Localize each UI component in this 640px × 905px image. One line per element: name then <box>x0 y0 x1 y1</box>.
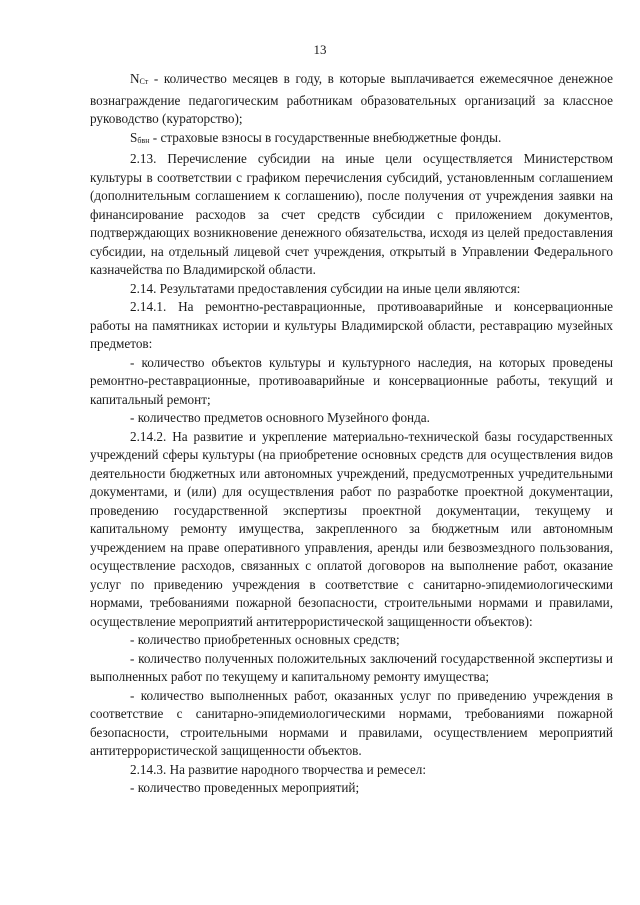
paragraph-text: - количество месяцев в году, в которые выплачивается ежемесячное денежное вознаграждение педагогическим работникам образовательных организаций за классное руководство (кураторство); <box>90 71 613 126</box>
list-item: - количество предметов основного Музейного фонда. <box>130 410 430 425</box>
variable-subscript: Ст <box>139 77 149 86</box>
paragraph-2-14-3: 2.14.3. На развитие народного творчества и ремесел: <box>130 761 427 777</box>
paragraph-2-14-1: 2.14.1. На ремонтно-реставрационные, противоаварийные и консервационные работы на памятниках истории и культуры Владимирской области, реставрацию музейных предметов: <box>90 299 613 351</box>
variable-symbol: N <box>130 71 140 86</box>
list-item: - количество приобретенных основных средств; <box>130 632 400 647</box>
paragraph-n-st-definition <box>90 70 613 129</box>
list-item: - количество проведенных мероприятий; <box>130 780 360 795</box>
paragraph-2-13: 2.13. Перечисление субсидии на иные цели осуществляется Министерством культуры в соответствии с графиком перечисления субсидий, установленным соглашением (дополнительным соглашением к соглашению), после получения от учреждения заявки на финансирование расходов за счет средств субсидии с приложением документов, подтверждающих возникновение денежного обязательства, исходя из целей предоставления субсидии, на отдельный лицевой счет учреждения, открытый в Управлении Федерального казначейства по Владимирской области. <box>90 151 613 277</box>
paragraph-2-14-2: 2.14.2. На развитие и укрепление материально-технической базы государственных учреждений сферы культуры (на приобретение основных средств для осуществления видов деятельности бюджетных или автономных учреждений, предусмотренных учредительными документами, и (или) для осуществления работ по разработке проектной документации, проведению государственной экспертизы проектной документации, текущему и капитальному ремонту имущества, закрепленного за бюджетным или автономным учреждением на праве оперативного управления, аренды или безвозмездного пользования, осуществление расходов, связанных с оплатой договоров на выполнение работ, оказание услуг по приведению учреждения в соответствие с санитарно-эпидемиологическими нормами, требованиями пожарной безопасности, строительными нормами и правилами, осуществление мероприятий антитеррористической защищенности объектов): <box>90 428 613 629</box>
document-body <box>90 70 613 798</box>
list-item: - количество выполненных работ, оказанных услуг по приведению учреждения в соответствие с санитарно-эпидемиологическими нормами, требованиями пожарной безопасности, строительными нормами и правилами, осуществлением мероприятий антитеррористической защищенности объектов. <box>90 687 613 758</box>
variable-subscript: бвн <box>137 135 150 145</box>
list-item: - количество объектов культуры и культурного наследия, на которых проведены ремонтно-реставрационные, противоаварийные и консервационные работы, текущий и капитальный ремонт; <box>90 354 613 407</box>
page-number: 13 <box>313 42 327 57</box>
variable-symbol: S <box>130 129 138 145</box>
paragraph-2-14: 2.14. Результатами предоставления субсидии на иные цели являются: <box>130 280 521 296</box>
paragraph-s-bvn-definition <box>90 129 613 151</box>
paragraph-text: - страховые взносы в государственные внебюджетные фонды. <box>149 129 502 145</box>
list-item: - количество полученных положительных заключений государственной экспертизы и выполненных работ по текущему и капитальному ремонту имущества; <box>90 650 613 684</box>
